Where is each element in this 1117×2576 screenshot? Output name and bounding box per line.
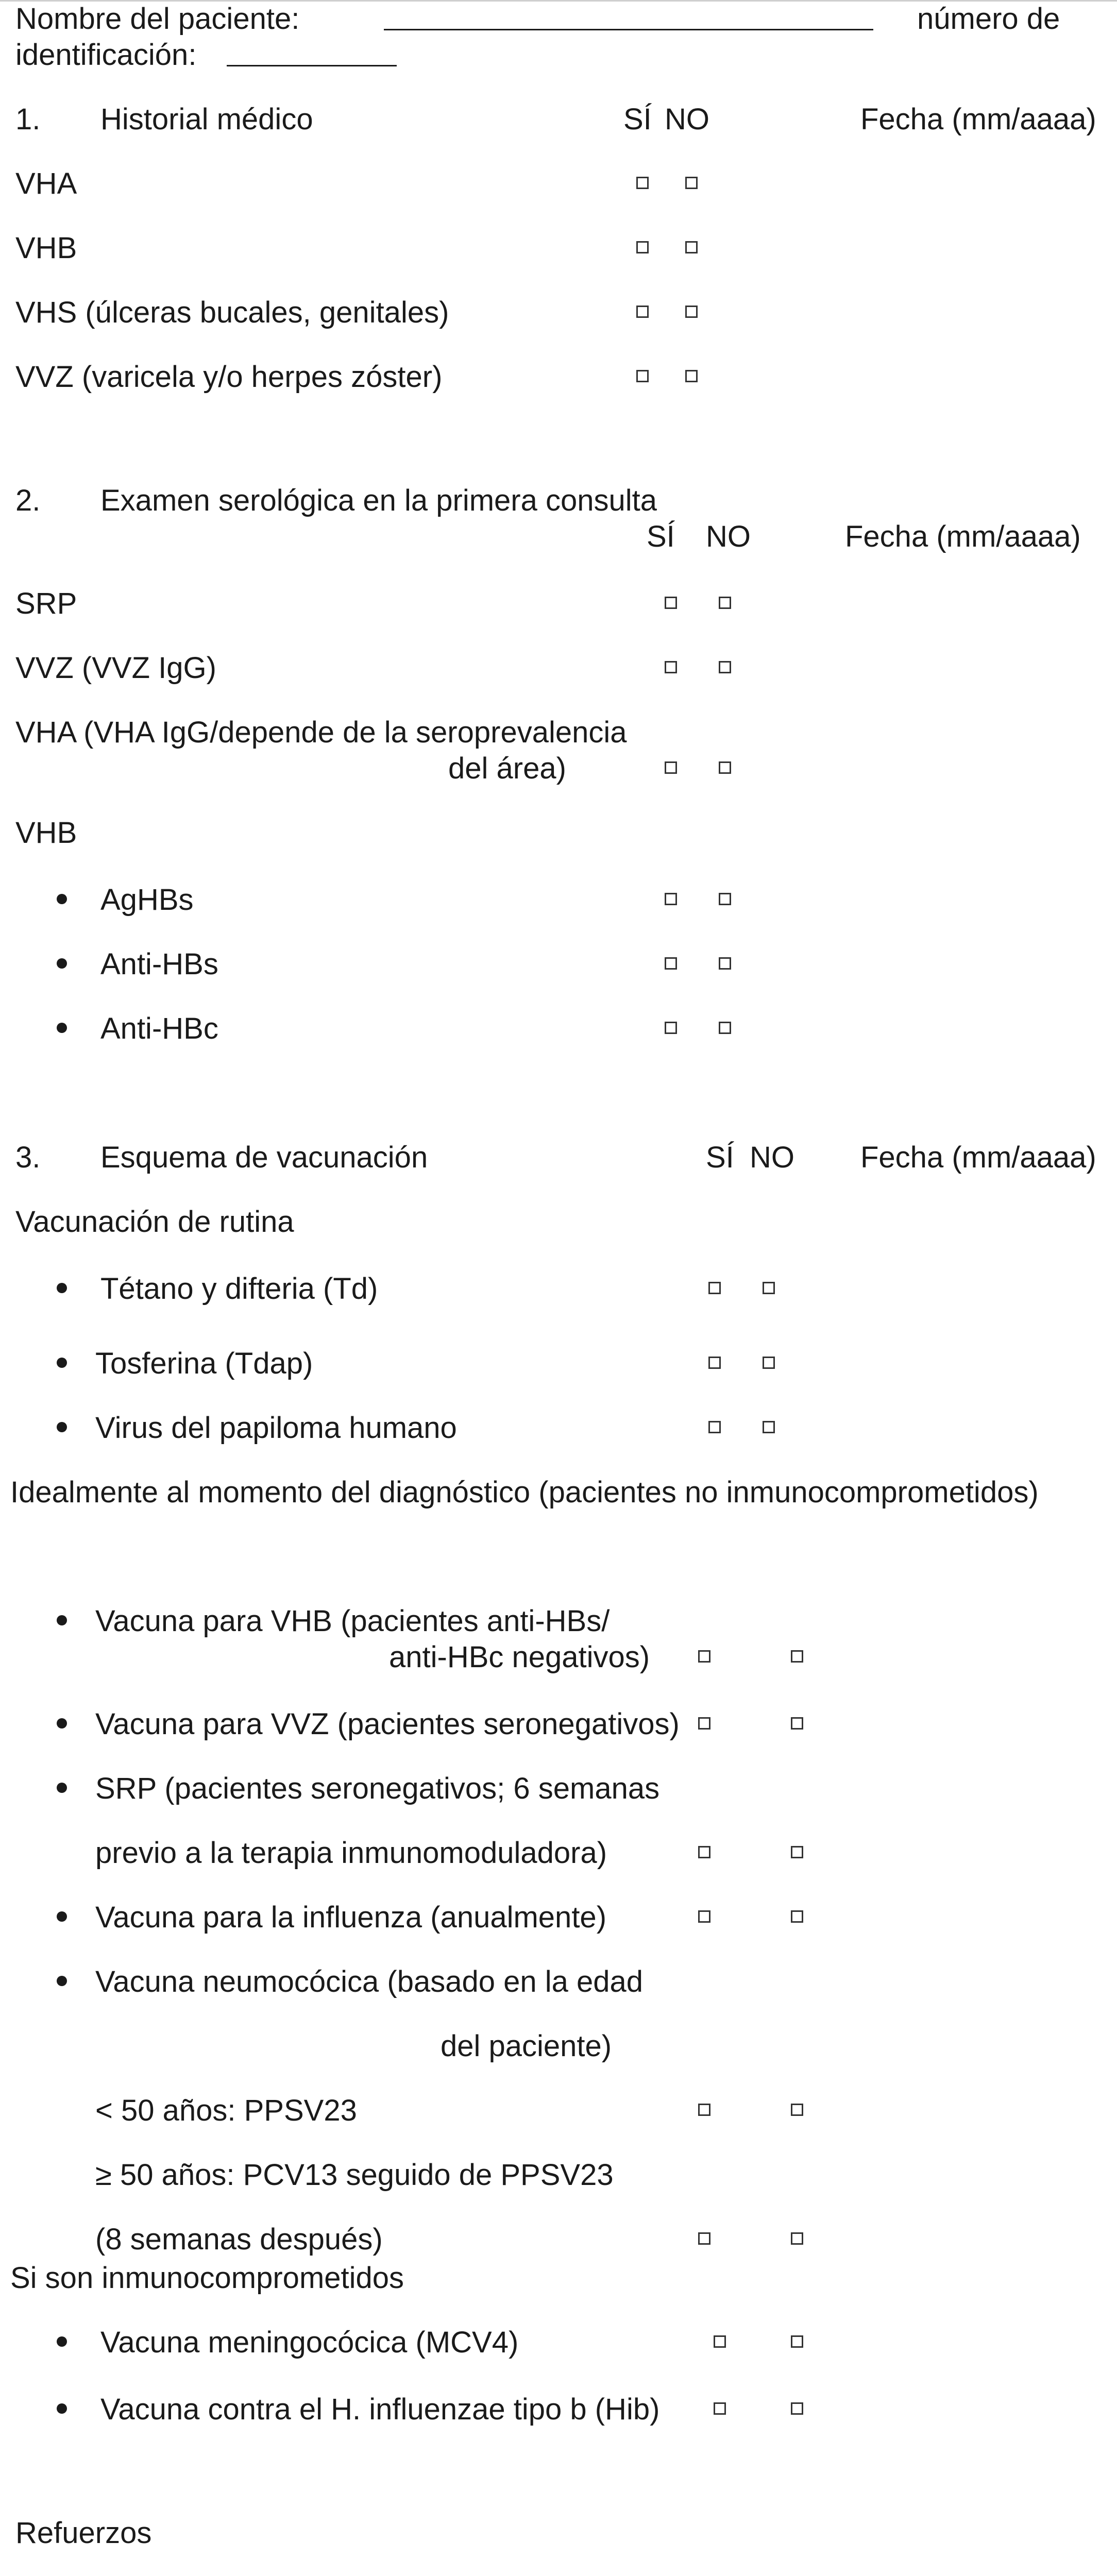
s3-pneumo-ge50: ≥ 50 años: PCV13 seguido de PPSV23 <box>95 2158 614 2192</box>
s1-vvz-no-checkbox[interactable] <box>685 370 698 382</box>
s2-vhb-antihbs: Anti-HBs <box>100 947 218 981</box>
s1-vhs-no-checkbox[interactable] <box>685 306 698 318</box>
s3-hib-yes-checkbox[interactable] <box>714 2402 726 2415</box>
s3-routine-td: Tétano y difteria (Td) <box>100 1272 378 1306</box>
s3-vvz-vaccine: Vacuna para VVZ (pacientes seronegativos) <box>95 1707 680 1741</box>
s1-item-vhb: VHB <box>15 231 77 265</box>
s3-flu-vaccine: Vacuna para la influenza (anualmente) <box>95 1901 607 1934</box>
s3-flu-no-checkbox[interactable] <box>791 1910 803 1923</box>
s1-vhb-no-checkbox[interactable] <box>685 241 698 253</box>
s1-vvz-yes-checkbox[interactable] <box>636 370 649 382</box>
s2-aghbs-yes-checkbox[interactable] <box>665 893 677 905</box>
s3-tdap-yes-checkbox[interactable] <box>708 1357 721 1369</box>
s2-srp-yes-checkbox[interactable] <box>665 597 677 609</box>
s3-vhb-vaccine: Vacuna para VHB (pacientes anti-HBs/ <box>95 1604 610 1638</box>
bullet-icon <box>57 1783 67 1793</box>
s3-pneumo-lt50: < 50 años: PPSV23 <box>95 2094 357 2127</box>
s2-vha-yes-checkbox[interactable] <box>665 761 677 774</box>
s3-routine-hpv: Virus del papiloma humano <box>95 1411 457 1445</box>
s3-srp-vaccine-cont: previo a la terapia inmunomoduladora) <box>95 1836 607 1870</box>
patient-name-label: Nombre del paciente: <box>15 2 300 36</box>
bullet-icon <box>57 1023 67 1033</box>
s2-item-vha: VHA (VHA IgG/depende de la seroprevalencia <box>15 716 627 749</box>
s2-antihbc-no-checkbox[interactable] <box>719 1022 731 1034</box>
s2-vhb-aghbs: AgHBs <box>100 883 194 917</box>
s3-ideal-heading: Idealmente al momento del diagnóstico (pacientes no inmunocomprometidos) <box>10 1476 1039 1509</box>
s1-item-vvz: VVZ (varicela y/o herpes zóster) <box>15 360 443 394</box>
s3-vhb-vaccine-cont: anti-HBc negativos) <box>389 1640 650 1674</box>
s2-vha-no-checkbox[interactable] <box>719 761 731 774</box>
s1-vhs-yes-checkbox[interactable] <box>636 306 649 318</box>
s3-mening-vaccine: Vacuna meningocócica (MCV4) <box>100 2326 519 2359</box>
s3-lt50-no-checkbox[interactable] <box>791 2104 803 2116</box>
s3-vhb-no-checkbox[interactable] <box>791 1650 803 1663</box>
s3-ge50-yes-checkbox[interactable] <box>698 2232 710 2245</box>
s2-title: Examen serológica en la primera consulta <box>100 484 657 517</box>
s1-vha-no-checkbox[interactable] <box>685 177 698 189</box>
s1-yes-header: SÍ <box>623 103 652 136</box>
s2-date-header: Fecha (mm/aaaa) <box>845 520 1081 553</box>
s1-item-vha: VHA <box>15 167 77 200</box>
s3-hib-no-checkbox[interactable] <box>791 2402 803 2415</box>
id-label: número de <box>917 2 1060 36</box>
s3-mening-yes-checkbox[interactable] <box>714 2335 726 2348</box>
s3-routine-tdap: Tosferina (Tdap) <box>95 1347 313 1380</box>
id-label-cont: identificación: <box>15 38 197 72</box>
s2-vhb-antihbc: Anti-HBc <box>100 1012 218 1045</box>
s1-item-vhs: VHS (úlceras bucales, genitales) <box>15 296 449 329</box>
s1-vhb-yes-checkbox[interactable] <box>636 241 649 253</box>
s2-antihbc-yes-checkbox[interactable] <box>665 1022 677 1034</box>
bullet-icon <box>57 1976 67 1986</box>
bullet-icon <box>57 1422 67 1432</box>
s2-number: 2. <box>15 484 41 517</box>
s3-pneumo-vaccine-cont: del paciente) <box>441 2029 612 2063</box>
s3-tdap-no-checkbox[interactable] <box>763 1357 775 1369</box>
s1-vha-yes-checkbox[interactable] <box>636 177 649 189</box>
s2-vvz-no-checkbox[interactable] <box>719 661 731 673</box>
s3-srp-no-checkbox[interactable] <box>791 1846 803 1858</box>
s2-aghbs-no-checkbox[interactable] <box>719 893 731 905</box>
s3-vvz-no-checkbox[interactable] <box>791 1717 803 1730</box>
s3-routine-heading: Vacunación de rutina <box>15 1205 294 1239</box>
s2-item-vhb: VHB <box>15 816 77 850</box>
s3-yes-header: SÍ <box>706 1141 734 1174</box>
bullet-icon <box>57 1911 67 1922</box>
s3-srp-vaccine: SRP (pacientes seronegativos; 6 semanas <box>95 1772 660 1805</box>
s1-number: 1. <box>15 103 41 136</box>
s3-pneumo-vaccine: Vacuna neumocócica (basado en la edad <box>95 1965 644 1998</box>
s3-hpv-no-checkbox[interactable] <box>763 1421 775 1433</box>
s3-vhb-yes-checkbox[interactable] <box>698 1650 710 1663</box>
s3-number: 3. <box>15 1141 41 1174</box>
s3-title: Esquema de vacunación <box>100 1141 428 1174</box>
bullet-icon <box>57 1718 67 1728</box>
s3-boosters-heading: Refuerzos <box>15 2516 152 2550</box>
bullet-icon <box>57 2336 67 2347</box>
s3-immuno-heading: Si son inmunocomprometidos <box>10 2261 404 2295</box>
s2-item-srp: SRP <box>15 587 77 620</box>
s3-td-no-checkbox[interactable] <box>763 1282 775 1294</box>
bullet-icon <box>57 1283 67 1293</box>
s3-hib-vaccine: Vacuna contra el H. influenzae tipo b (Hib) <box>100 2393 660 2426</box>
s3-mening-no-checkbox[interactable] <box>791 2335 803 2348</box>
bullet-icon <box>57 1358 67 1368</box>
s3-ge50-no-checkbox[interactable] <box>791 2232 803 2245</box>
bullet-icon <box>57 1615 67 1625</box>
s3-date-header: Fecha (mm/aaaa) <box>860 1141 1096 1174</box>
s3-hpv-yes-checkbox[interactable] <box>708 1421 721 1433</box>
s3-lt50-yes-checkbox[interactable] <box>698 2104 710 2116</box>
s2-no-header: NO <box>706 520 751 553</box>
bullet-icon <box>57 894 67 904</box>
s2-vvz-yes-checkbox[interactable] <box>665 661 677 673</box>
s2-antihbs-no-checkbox[interactable] <box>719 957 731 970</box>
s3-td-yes-checkbox[interactable] <box>708 1282 721 1294</box>
s3-flu-yes-checkbox[interactable] <box>698 1910 710 1923</box>
s2-srp-no-checkbox[interactable] <box>719 597 731 609</box>
s1-date-header: Fecha (mm/aaaa) <box>860 103 1096 136</box>
s2-yes-header: SÍ <box>647 520 675 553</box>
s3-pneumo-weeks: (8 semanas después) <box>95 2223 383 2256</box>
s2-item-vha-cont: del área) <box>448 752 566 785</box>
s3-no-header: NO <box>750 1141 794 1174</box>
s1-title: Historial médico <box>100 103 313 136</box>
patient-name-field[interactable] <box>384 0 873 30</box>
bullet-icon <box>57 2403 67 2414</box>
s3-srp-yes-checkbox[interactable] <box>698 1846 710 1858</box>
s2-antihbs-yes-checkbox[interactable] <box>665 957 677 970</box>
s3-vvz-yes-checkbox[interactable] <box>698 1717 710 1730</box>
s1-no-header: NO <box>665 103 709 136</box>
bullet-icon <box>57 958 67 969</box>
s2-item-vvz: VVZ (VVZ IgG) <box>15 651 216 685</box>
id-field[interactable] <box>227 36 397 66</box>
